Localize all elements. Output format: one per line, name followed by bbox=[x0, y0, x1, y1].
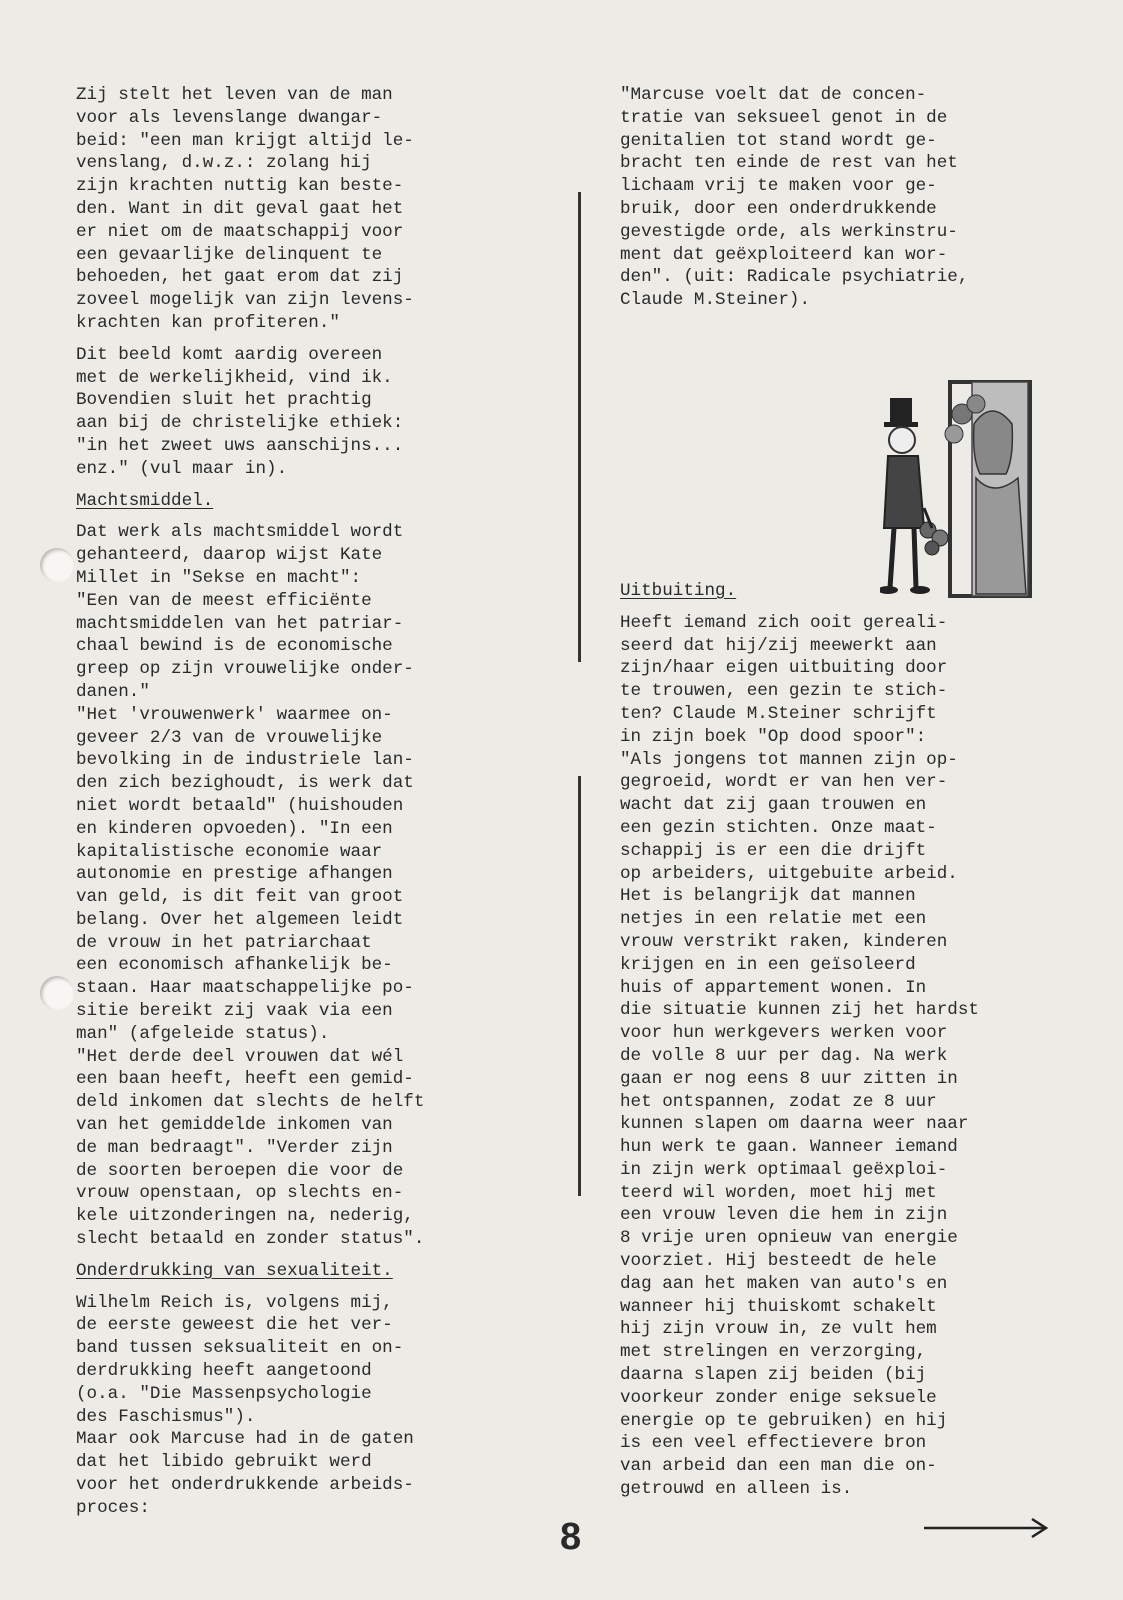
column-divider-bottom bbox=[578, 776, 581, 1196]
left-paragraph-3: Dat werk als machtsmiddel wordt gehanteerd, daarop wijst Kate Millet in "Sekse en macht": "Een van de meest efficiënte machtsmiddelen van het patriar- chaal bewind is de economische greep op zijn vrouwelijke onder- danen." "Het 'vrouwenwerk' waarmee on- geveer 2/3 van de vrouwelijke bevolking in de industriele lan- den zich bezighoudt, is werk dat niet wordt betaald" (huishouden en kinderen opvoeden). "In een kapitalistische economie waar autonomie en prestige afhangen van geld, is dit feit van groot belang. Over het algemeen leidt de vrouw in het patriarchaat een economisch afhankelijk be- staan. Haar maatschappelijke po- sitie bereikt zij vaak via een man" (afgeleide status). "Het derde deel vrouwen dat wél een baan heeft, heeft een gemid- deld inkomen dat slechts de helft van het gemiddelde inkomen van de man bedraagt". "Verder zijn de soorten beroepen die voor de vrouw openstaan, op slechts en- kele uitzonderingen na, nederig, slecht betaald en zonder status". bbox=[76, 522, 425, 1250]
left-paragraph-1: Zij stelt het leven van de man voor als levenslange dwangar- beid: "een man krijgt altijd le- venslang, d.w.z.: zolang hij zijn krachten nuttig kan beste- den. Want in dit geval gaat het er niet om de maatschappij voor een gevaarlijke delinquent te behoeden, het gaat erom dat zij zoveel mogelijk van zijn levens- krachten kan profiteren." bbox=[76, 85, 414, 333]
heading-onderdrukking: Onderdrukking van sexualiteit. bbox=[76, 1260, 393, 1281]
right-column bbox=[620, 84, 1100, 1501]
arrow-right-icon bbox=[922, 1516, 1052, 1540]
right-paragraph-1: "Marcuse voelt dat de concen- tratie van seksueel genot in de genitalien tot stand wordt ge- bracht ten einde de rest van het lichaam vrij te maken voor ge- bruik, door een onderdrukkende gevestigde orde, als werkinstru- ment dat geëxploiteerd kan wor- den". (uit: Radicale psychiatrie, Claude M.Steiner). bbox=[620, 85, 969, 311]
page-number: 8 bbox=[560, 1516, 582, 1558]
man-with-top-hat-and-flowers-at-door-icon bbox=[880, 378, 1060, 608]
left-paragraph-2: Dit beeld komt aardig overeen met de werkelijkheid, vind ik. Bovendien sluit het prachtig aan bij de christelijke ethiek: "in het zweet uws aanschijns... enz." (vul maar in). bbox=[76, 344, 404, 479]
left-column bbox=[76, 84, 546, 1520]
heading-uitbuiting: Uitbuiting. bbox=[620, 580, 737, 601]
column-divider-top bbox=[578, 192, 581, 662]
punch-hole-bottom bbox=[40, 976, 74, 1010]
left-paragraph-4: Wilhelm Reich is, volgens mij, de eerste geweest die het ver- band tussen seksualiteit en on- derdrukking heeft aangetoond (o.a. "Die Massenpsychologie des Faschismus"). Maar ook Marcuse had in de gaten dat het libido gebruikt werd voor het onderdrukkende arbeids- proces: bbox=[76, 1292, 414, 1518]
heading-machtsmiddel: Machtsmiddel. bbox=[76, 490, 214, 511]
punch-hole-top bbox=[40, 548, 74, 582]
right-paragraph-2: Heeft iemand zich ooit gereali- seerd dat hij/zij meewerkt aan zijn/haar eigen uitbuiting door te trouwen, een gezin te stich- ten? Claude M.Steiner schrijft in zijn boek "Op dood spoor": "Als jongens tot mannen zijn op- gegroeid, wordt er van hen ver- wacht dat zij gaan trouwen en een gezin stichten. Onze maat- schappij is er een die drijft op arbeiders, uitgebuite arbeid. Het is belangrijk dat mannen netjes in een relatie met een vrouw verstrikt raken, kinderen krijgen en in een geïsoleerd huis of appartement wonen. In die situatie kunnen zij het hardst voor hun werkgevers werken voor de volle 8 uur per dag. Na werk gaan er nog eens 8 uur zitten in het ontspannen, zodat ze 8 uur kunnen slapen om daarna weer naar hun werk te gaan. Wanneer iemand in zijn werk optimaal geëxploi- teerd wil worden, moet hij met een vrouw leven die hem in zijn 8 vrije uren opnieuw van energie voorziet. Hij besteedt de hele dag aan het maken van auto's en wanneer hij thuiskomt schakelt hij zijn vrouw in, ze vult hem met strelingen en verzorging, daarna slapen zij beiden (bij voorkeur zonder enige seksuele energie op te gebruiken) en hij is een veel effectievere bron van arbeid dan een man die on- getrouwd en alleen is. bbox=[620, 612, 979, 1500]
